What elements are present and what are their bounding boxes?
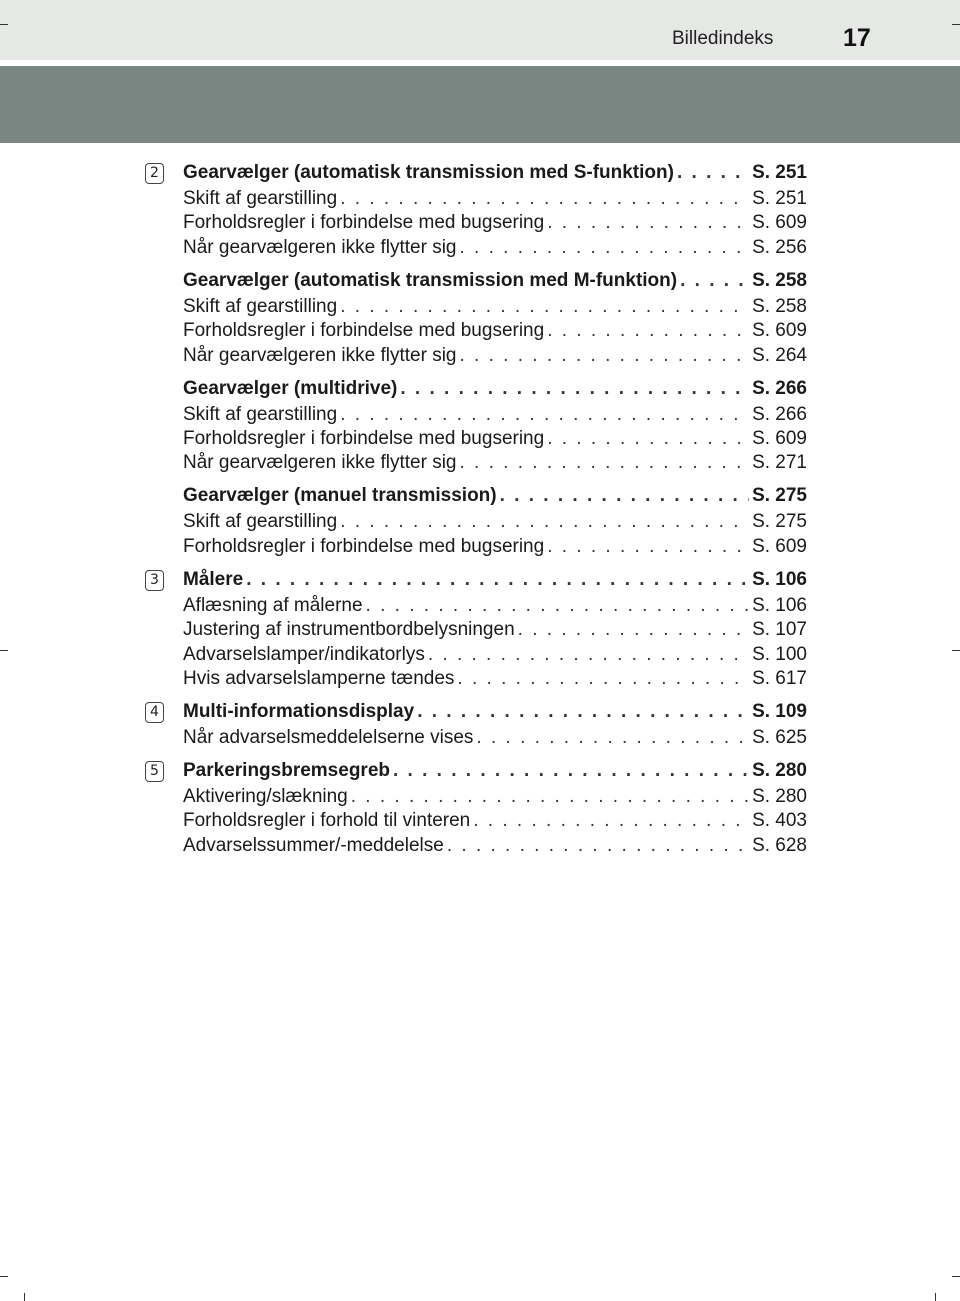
index-heading-label: Gearvælger (multidrive) bbox=[183, 377, 398, 399]
index-entry[interactable] bbox=[183, 809, 807, 833]
index-entry-page-ref: S. 280 bbox=[752, 786, 807, 807]
dot-leader bbox=[340, 403, 749, 427]
index-heading[interactable] bbox=[183, 161, 807, 185]
index-entry-page-ref: S. 617 bbox=[752, 668, 807, 689]
index-entry-label: Forholdsregler i forbindelse med bugsering bbox=[183, 535, 545, 557]
index-entry[interactable] bbox=[183, 726, 807, 750]
index-heading-page-ref: S. 275 bbox=[752, 485, 807, 507]
dot-leader bbox=[476, 726, 749, 750]
index-heading[interactable] bbox=[183, 377, 807, 401]
index-entry-label: Aflæsning af målerne bbox=[183, 594, 363, 616]
dot-leader bbox=[351, 785, 749, 809]
index-heading-label: Multi-informationsdisplay bbox=[183, 701, 415, 722]
index-entry-page-ref: S. 609 bbox=[752, 320, 807, 342]
dot-leader bbox=[547, 211, 749, 235]
index-heading-page-ref: S. 106 bbox=[752, 568, 807, 590]
dot-leader bbox=[677, 161, 749, 185]
dot-leader bbox=[500, 484, 749, 508]
index-entry[interactable] bbox=[183, 643, 807, 667]
index-entry[interactable] bbox=[183, 211, 807, 235]
dot-leader bbox=[417, 700, 749, 724]
index-entry[interactable] bbox=[183, 594, 807, 618]
index-entry[interactable] bbox=[183, 427, 807, 451]
index-entry-page-ref: S. 628 bbox=[752, 834, 807, 856]
index-entry[interactable] bbox=[183, 834, 807, 858]
index-entry-page-ref: S. 625 bbox=[752, 727, 807, 748]
index-entry-page-ref: S. 256 bbox=[752, 236, 807, 258]
section-number-marker: 4 bbox=[145, 702, 164, 723]
index-entry-page-ref: S. 106 bbox=[752, 594, 807, 616]
index-entry-label: Advarselssummer/-meddelelse bbox=[183, 834, 444, 856]
index-heading-label: Parkeringsbremsegreb bbox=[183, 760, 390, 781]
index-entry-label: Når gearvælgeren ikke flytter sig bbox=[183, 236, 457, 258]
index-entry-page-ref: S. 258 bbox=[752, 295, 807, 317]
dot-leader bbox=[680, 269, 749, 293]
dot-leader bbox=[518, 618, 749, 642]
index-entry-label: Når gearvælgeren ikke flytter sig bbox=[183, 344, 457, 366]
index-entry-label: Forholdsregler i forbindelse med bugsering bbox=[183, 320, 545, 342]
index-entry-label: Forholdsregler i forbindelse med bugsering bbox=[183, 428, 545, 449]
index-entry-page-ref: S. 271 bbox=[752, 452, 807, 474]
index-entry-label: Skift af gearstilling bbox=[183, 403, 338, 425]
index-entry[interactable] bbox=[183, 618, 807, 642]
index-entry-label: Når advarselsmeddelelserne vises bbox=[183, 727, 474, 748]
index-heading[interactable] bbox=[183, 700, 807, 724]
index-heading-label: Gearvælger (manuel transmission) bbox=[183, 485, 497, 507]
dot-leader bbox=[547, 535, 749, 559]
dot-leader bbox=[447, 834, 749, 858]
section-number-marker: 2 bbox=[145, 163, 164, 184]
index-heading-page-ref: S. 258 bbox=[752, 269, 807, 291]
index-heading-page-ref: S. 109 bbox=[752, 701, 807, 722]
section-number-marker: 3 bbox=[145, 570, 164, 591]
index-entry-page-ref: S. 264 bbox=[752, 344, 807, 366]
index-entry[interactable] bbox=[183, 295, 807, 319]
index-entry-label: Skift af gearstilling bbox=[183, 188, 338, 209]
dot-leader bbox=[460, 344, 750, 368]
index-entry[interactable] bbox=[183, 319, 807, 343]
dot-leader bbox=[460, 451, 750, 475]
index-heading[interactable] bbox=[183, 759, 807, 783]
index-heading-label: Gearvælger (automatisk transmission med M-funktion) bbox=[183, 269, 678, 291]
dot-leader bbox=[366, 594, 750, 618]
index-entry-page-ref: S. 266 bbox=[752, 403, 807, 425]
index-entry-page-ref: S. 100 bbox=[752, 643, 807, 665]
index-heading-page-ref: S. 266 bbox=[752, 377, 807, 399]
index-entry-page-ref: S. 609 bbox=[752, 535, 807, 557]
index-entry-label: Hvis advarselslamperne tændes bbox=[183, 668, 455, 689]
page-number: 17 bbox=[843, 24, 871, 52]
index-entry-page-ref: S. 609 bbox=[752, 212, 807, 234]
index-entry-label: Skift af gearstilling bbox=[183, 511, 338, 533]
dot-leader bbox=[473, 809, 749, 833]
index-entry-page-ref: S. 107 bbox=[752, 619, 807, 641]
index-heading[interactable] bbox=[183, 484, 807, 508]
dot-leader bbox=[428, 643, 749, 667]
index-heading[interactable] bbox=[183, 568, 807, 592]
index-entry[interactable] bbox=[183, 510, 807, 534]
index-entry[interactable] bbox=[183, 535, 807, 559]
dot-leader bbox=[457, 667, 749, 691]
index-entry-label: Skift af gearstilling bbox=[183, 295, 338, 317]
index-entry[interactable] bbox=[183, 344, 807, 368]
dot-leader bbox=[340, 187, 749, 211]
dot-leader bbox=[246, 568, 749, 592]
index-entry-page-ref: S. 251 bbox=[752, 188, 807, 209]
index-entry-page-ref: S. 275 bbox=[752, 511, 807, 533]
dot-leader bbox=[460, 236, 750, 260]
dot-leader bbox=[340, 295, 749, 319]
index-entry-label: Forholdsregler i forhold til vinteren bbox=[183, 810, 471, 832]
index-entry-page-ref: S. 609 bbox=[752, 428, 807, 449]
index-heading-label: Målere bbox=[183, 568, 244, 590]
dot-leader bbox=[547, 427, 749, 451]
section-number-marker: 5 bbox=[145, 761, 164, 782]
index-heading-label: Gearvælger (automatisk transmission med S-funktion) bbox=[183, 162, 674, 183]
dot-leader bbox=[393, 759, 749, 783]
index-entry[interactable] bbox=[183, 785, 807, 809]
section-title: Billedindeks bbox=[672, 28, 774, 49]
index-entry[interactable] bbox=[183, 451, 807, 475]
index-entry[interactable] bbox=[183, 667, 807, 691]
index-entry-label: Aktivering/slækning bbox=[183, 786, 348, 807]
index-entry-label: Justering af instrumentbordbelysningen bbox=[183, 619, 515, 641]
dot-leader bbox=[547, 319, 749, 343]
index-entry[interactable] bbox=[183, 403, 807, 427]
index-entry[interactable] bbox=[183, 236, 807, 260]
dot-leader bbox=[400, 377, 749, 401]
index-entry-label: Forholdsregler i forbindelse med bugsering bbox=[183, 212, 545, 234]
index-heading-page-ref: S. 280 bbox=[752, 760, 807, 781]
index-entry-label: Når gearvælgeren ikke flytter sig bbox=[183, 452, 457, 474]
index-entry[interactable] bbox=[183, 187, 807, 211]
index-entry-label: Advarselslamper/indikatorlys bbox=[183, 643, 425, 665]
dot-leader bbox=[340, 510, 749, 534]
index-heading-page-ref: S. 251 bbox=[752, 162, 807, 183]
index-entry-page-ref: S. 403 bbox=[752, 810, 807, 832]
index-heading[interactable] bbox=[183, 269, 807, 293]
